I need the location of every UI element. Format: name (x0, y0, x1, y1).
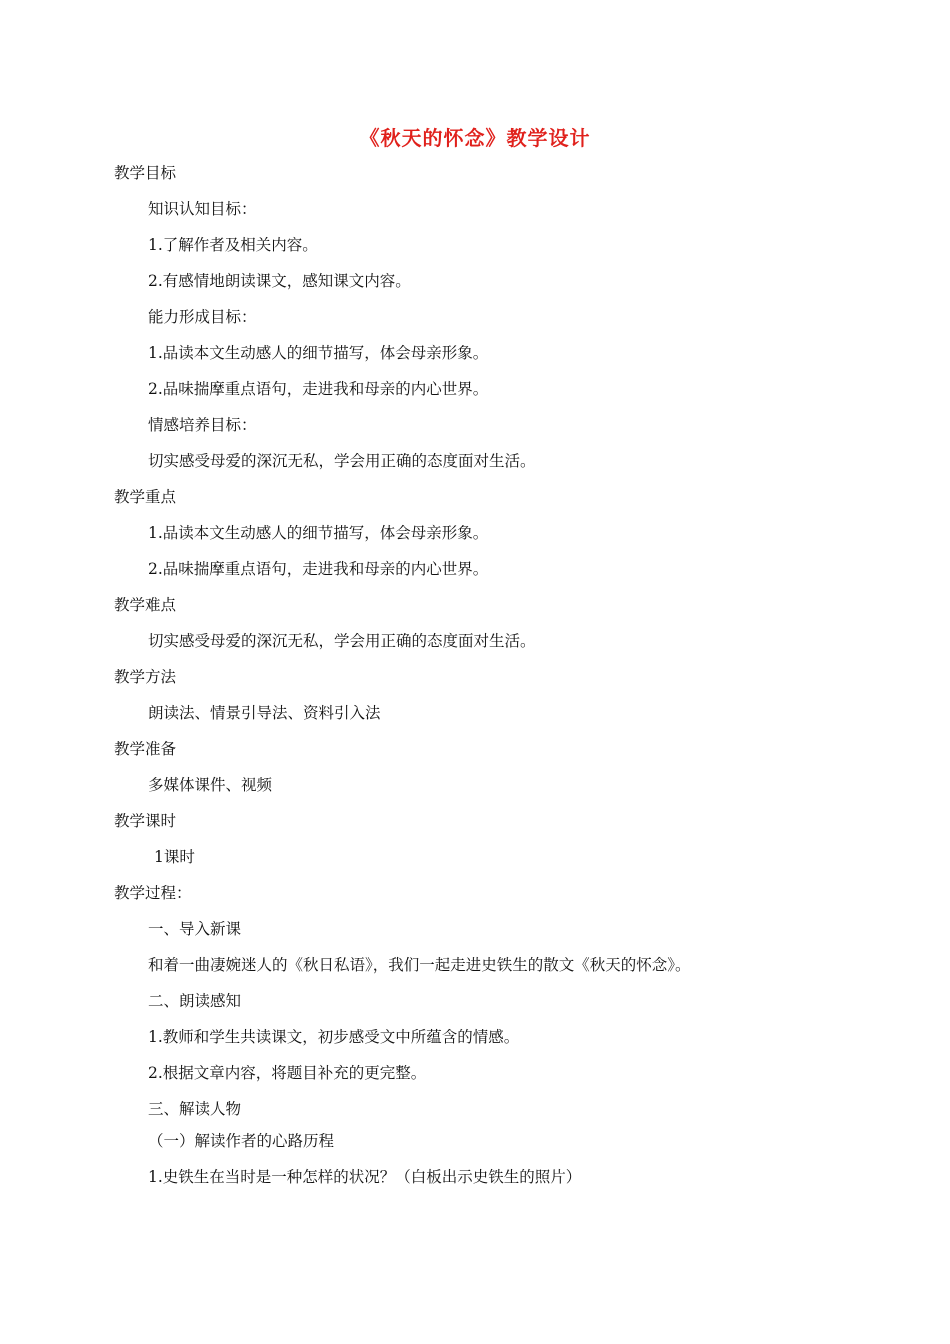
list-item: 1.品读本文生动感人的细节描写，体会母亲形象。 (148, 524, 489, 542)
subsection-heading: （一）解读作者的心路历程 (148, 1132, 335, 1150)
paragraph: 朗读法、情景引导法、资料引入法 (148, 704, 381, 722)
paragraph: 切实感受母爱的深沉无私，学会用正确的态度面对生活。 (148, 452, 536, 470)
section-heading: 一、导入新课 (148, 920, 242, 938)
subheading-emotion-objective: 情感培养目标： (148, 416, 257, 434)
list-item: 2.品味揣摩重点语句，走进我和母亲的内心世界。 (148, 380, 489, 398)
heading-teaching-objectives: 教学目标 (114, 164, 177, 182)
document-title: 《秋天的怀念》教学设计 (359, 126, 591, 150)
paragraph: 1课时 (154, 848, 195, 866)
heading-teaching-hours: 教学课时 (114, 812, 177, 830)
heading-teaching-focus: 教学重点 (114, 488, 177, 506)
list-item: 1.了解作者及相关内容。 (148, 236, 318, 254)
paragraph: 和着一曲凄婉迷人的《秋日私语》，我们一起走进史铁生的散文《秋天的怀念》。 (148, 956, 691, 974)
heading-teaching-difficulty: 教学难点 (114, 596, 177, 614)
paragraph: 切实感受母爱的深沉无私，学会用正确的态度面对生活。 (148, 632, 536, 650)
list-item: 2.品味揣摩重点语句，走进我和母亲的内心世界。 (148, 560, 489, 578)
subheading-knowledge-objective: 知识认知目标： (148, 200, 257, 218)
subheading-ability-objective: 能力形成目标： (148, 308, 257, 326)
list-item: 2.有感情地朗读课文，感知课文内容。 (148, 272, 411, 290)
section-heading: 二、朗读感知 (148, 992, 242, 1010)
list-item: 1.教师和学生共读课文，初步感受文中所蕴含的情感。 (148, 1028, 520, 1046)
list-item: 2.根据文章内容，将题目补充的更完整。 (148, 1064, 427, 1082)
paragraph: 多媒体课件、视频 (148, 776, 273, 794)
heading-teaching-process: 教学过程： (114, 884, 192, 902)
list-item: 1.史铁生在当时是一种怎样的状况？（白板出示史铁生的照片） (148, 1168, 582, 1186)
heading-teaching-methods: 教学方法 (114, 668, 177, 686)
section-heading: 三、解读人物 (148, 1100, 242, 1118)
list-item: 1.品读本文生动感人的细节描写，体会母亲形象。 (148, 344, 489, 362)
heading-teaching-preparation: 教学准备 (114, 740, 177, 758)
